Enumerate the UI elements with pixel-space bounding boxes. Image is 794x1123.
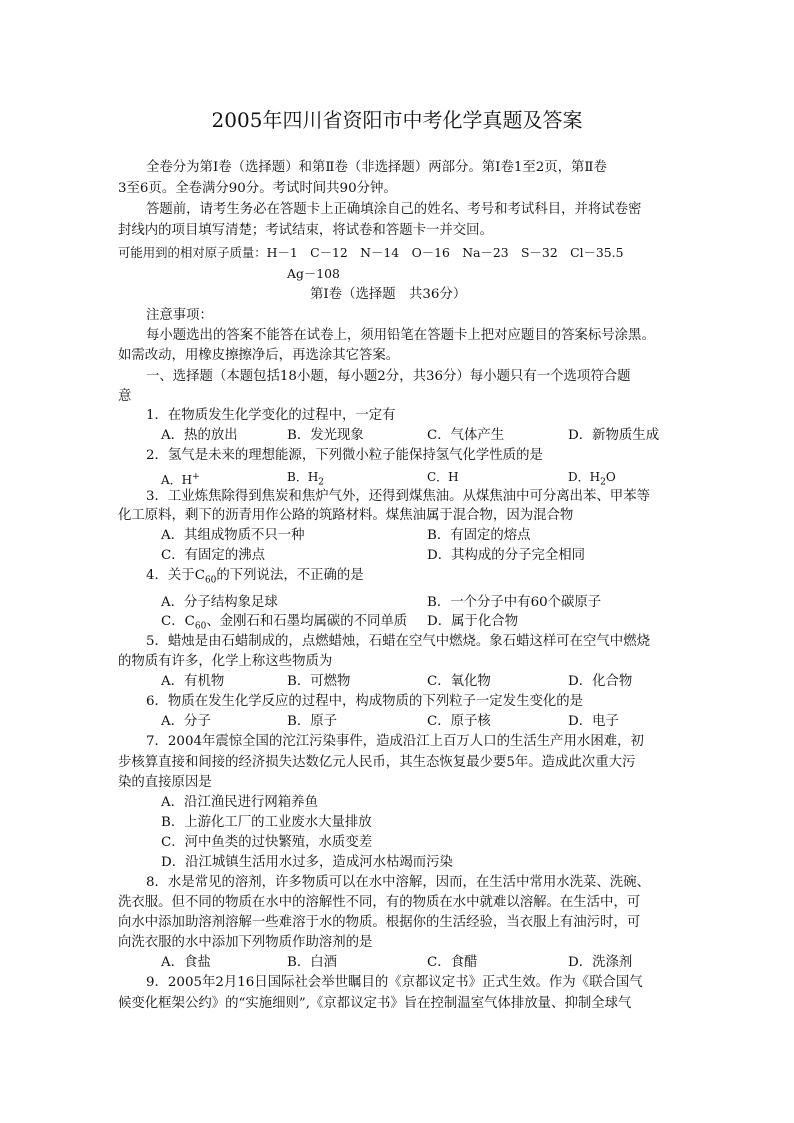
section-title: 第Ⅰ卷（选择题 共36分） [310,287,467,302]
notice-title: 注意事项： [146,308,213,323]
option-c: C．气体产生 [427,428,505,443]
option-c: C．食醋 [427,955,478,970]
option-b: B．可燃物 [287,674,351,689]
question-stem: 洗衣服。但不同的物质在水中的溶解性不同，有的物质在水中就难以溶解。在生活中，可 [118,895,641,910]
question-stem: 候变化框架公约》的“实施细则”,《京都议定书》旨在控制温室气体排放量、抑制全球气 [118,996,632,1011]
question-stem: 染的直接原因是 [118,775,212,790]
option-d: D．新物质生成 [568,428,660,443]
intro-line: 封线内的项目填写清楚；考试结束，将试卷和答题卡一并交回。 [118,223,493,238]
option-a: A．热的放出 [161,428,238,443]
option-a: A．分子 [161,714,211,729]
option-b: B．白酒 [287,955,338,970]
option-b: B．原子 [287,714,338,729]
question-stem: 1．在物质发生化学变化的过程中，一定有 [146,408,396,423]
question-stem: 3．工业炼焦除得到焦炭和焦炉气外，还得到煤焦油。从煤焦油中可分离出苯、甲苯等 [146,489,650,504]
question-stem: 7．2004年震惊全国的沱江污染事件，造成沿江上百万人口的生活生产用水困难，初 [146,734,644,749]
question-stem: 2．氢气是未来的理想能源，下列微小粒子能保持氢气化学性质的是 [146,448,543,463]
question-stem: 4．关于$C_{60}$的下列说法，不正确的是 [146,568,364,586]
option-b: B．有固定的熔点 [427,528,531,543]
notice-line: 每小题选出的答案不能答在试卷上，须用铅笔在答题卡上把对应题目的答案标号涂黑。 [146,328,655,343]
option-a: A．其组成物质不只一种 [161,528,305,543]
question-stem: 步核算直接和间接的经济损失达数亿元人民币，其生态恢复最少要5年。造成此次重大污 [118,755,636,770]
part-heading: 一、选择题（本题包括18小题，每小题2分，共36分）每小题只有一个选项符合题 [146,369,631,384]
option-c: C．H [427,470,459,484]
atomic-mass-line: 可能用到的相对原子质量：H－1 C－12 N－14 O－16 Na－23 S－32 Cl－35.5 [118,245,624,260]
option-d: D．$H_2O$ [568,470,616,488]
question-stem: 的物质有许多，化学上称这些物质为 [118,654,333,669]
option-d: D．属于化合物 [427,614,519,629]
option-c: C．氧化物 [427,674,491,689]
question-stem: 向洗衣服的水中添加下列物质作助溶剂的是 [118,935,373,950]
option-a: A．有机物 [161,674,225,689]
atomic-mass-line: Ag－108 [287,266,340,281]
option-d: D．洗涤剂 [568,955,633,970]
intro-line: 全卷分为第Ⅰ卷（选择题）和第Ⅱ卷（非选择题）两部分。第Ⅰ卷1至2页，第Ⅱ卷 [146,160,607,175]
option-a: A．H+ [161,472,200,487]
question-stem: 化工原料，剩下的沥青用作公路的筑路材料。煤焦油属于混合物，因为混合物 [118,508,574,523]
option-b: B．上游化工厂的工业废水大量排放 [161,815,372,830]
question-stem: 5．蜡烛是由石蜡制成的，点燃蜡烛，石蜡在空气中燃烧。象石蜡这样可在空气中燃烧 [146,634,650,649]
question-stem: 8．水是常见的溶剂，许多物质可以在水中溶解，因而，在生活中常用水洗菜、洗碗、 [146,875,650,890]
option-d: D．电子 [568,714,619,729]
option-c: C．$C_{60}$、金刚石和石墨均属碳的不同单质 [161,614,408,632]
question-stem: 9．2005年2月16日国际社会举世瞩目的《京都议定书》正式生效。作为《联合国气 [146,975,643,990]
option-b: B．$H_2$ [287,470,325,488]
option-a: A．食盐 [161,955,211,970]
option-b: B．一个分子中有60个碳原子 [427,595,602,610]
option-c: C．原子核 [427,714,491,729]
option-a: A．分子结构象足球 [161,595,278,610]
notice-line: 如需改动，用橡皮擦擦净后，再选涂其它答案。 [118,348,400,363]
option-b: B．发光现象 [287,428,364,443]
option-d: D．其构成的分子完全相同 [427,548,586,563]
question-stem: 6．物质在发生化学反应的过程中，构成物质的下列粒子一定发生变化的是 [146,694,584,709]
option-d: D．化合物 [568,674,633,689]
option-c: C．有固定的沸点 [161,548,265,563]
option-c: C．河中鱼类的过快繁殖，水质变差 [161,835,373,850]
part-heading: 意 [118,389,132,404]
intro-line: 3至6页。全卷满分90分。考试时间共90分钟。 [118,181,397,196]
page-title: 2005年四川省资阳市中考化学真题及答案 [211,108,583,132]
option-d: D．沿江城镇生活用水过多，造成河水枯竭而污染 [161,855,453,870]
intro-line: 答题前，请考生务必在答题卡上正确填涂自己的姓名、考号和考试科目，并将试卷密 [146,202,642,217]
question-stem: 向水中添加助溶剂溶解一些难溶于水的物质。根据你的生活经验，当衣服上有油污时，可 [118,915,641,930]
option-a: A．沿江渔民进行网箱养鱼 [161,795,318,810]
